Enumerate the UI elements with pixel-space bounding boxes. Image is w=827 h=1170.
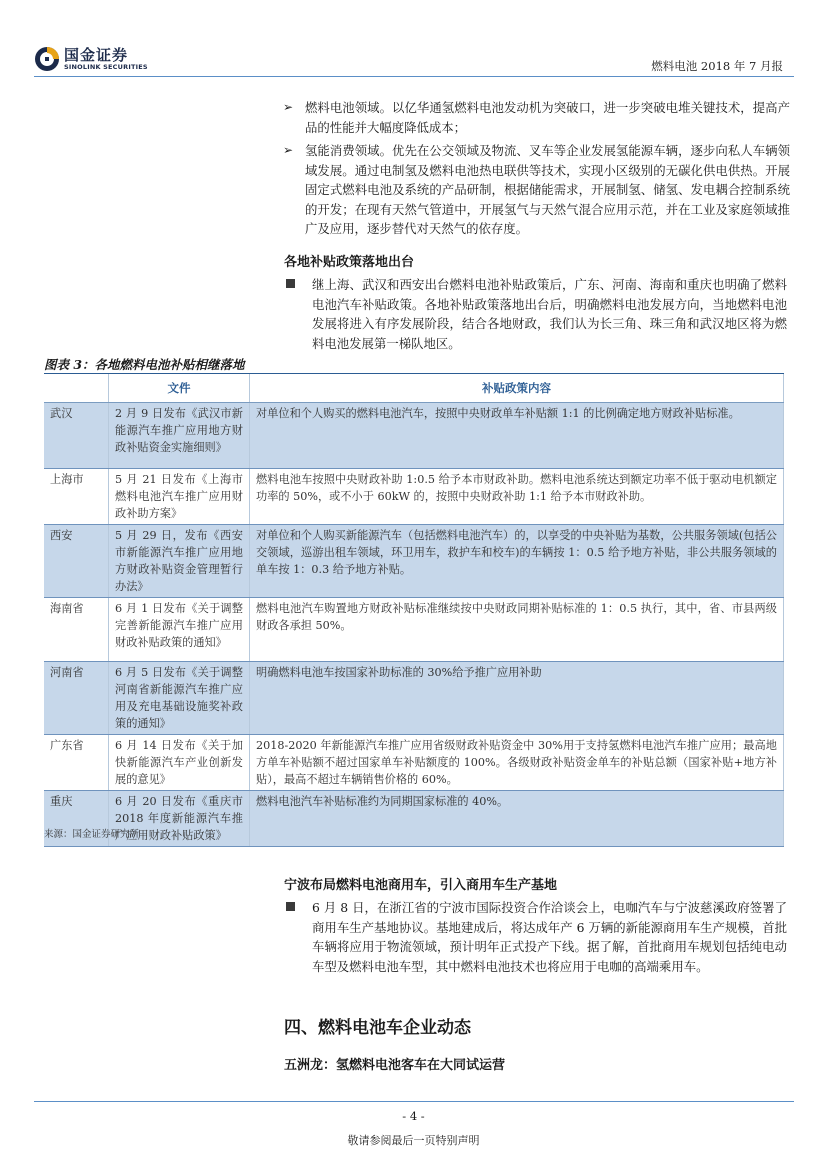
- row-city: 海南省: [44, 598, 109, 662]
- arrow-bullet-icon: ➢: [283, 100, 294, 114]
- figure-source: 来源：国金证券研究所: [44, 829, 140, 840]
- arrow-bullet-icon: ➢: [283, 143, 294, 157]
- row-document: 6 月 20 日发布《重庆市 2018 年度新能源汽车推广应用财政补贴政策》: [109, 791, 250, 847]
- row-content: 对单位和个人购买的燃料电池汽车，按照中央财政单车补贴额 1:1 的比例确定地方财政补贴标准。: [250, 403, 784, 469]
- header-document: 文件: [109, 374, 250, 403]
- bullet-hydrogen-consumption: [283, 141, 790, 239]
- table-row: [44, 791, 784, 847]
- paragraph-ningbo: [312, 898, 787, 976]
- page-header: [0, 0, 827, 80]
- row-document: 6 月 5 日发布《关于调整河南省新能源汽车推广应用及充电基础设施奖补政策的通知》: [109, 662, 250, 735]
- section-heading-wuzhoulong: 五洲龙：氢燃料电池客车在大同试运营: [284, 1058, 506, 1073]
- header-city: [44, 374, 109, 403]
- table-row: [44, 735, 784, 791]
- row-content: 对单位和个人购买新能源汽车（包括燃料电池汽车）的，以享受的中央补贴为基数，公共服务领域(包括公交领域，巡游出租车领域，环卫用车，救护车和校车)的车辆按 1：0.5 给予地方补贴，非公共服务领域的单车按 1：0.3 给予地方补贴。: [250, 525, 784, 598]
- logo-chinese-name: 国金证券: [64, 46, 129, 64]
- row-content: 明确燃料电池车按国家补助标准的 30%给予推广应用补助: [250, 662, 784, 735]
- row-document: 5 月 29 日，发布《西安市新能源汽车推广应用地方财政补贴资金管理暂行办法》: [109, 525, 250, 598]
- row-document: 5 月 21 日发布《上海市燃料电池汽车推广应用财政补助方案》: [109, 469, 250, 525]
- paragraph-subsidy: [312, 275, 787, 353]
- paragraph-text: 6 月 8 日，在浙江省的宁波市国际投资合作洽谈会上，电咖汽车与宁波慈溪政府签署了商用车生产基地协议。基地建成后，将达成年产 6 万辆的新能源商用车生产规模，首批车辆将应用于物流领域，预计明年正式投产下线。据了解，首批商用车规划包括纯电动车型及燃料电池车型，其中燃料电池技术也将应用于电咖的高端乘用车。: [312, 900, 787, 974]
- row-city: 西安: [44, 525, 109, 598]
- figure-title: 图表 3：各地燃料电池补贴相继落地: [44, 355, 784, 374]
- square-bullet-icon: [286, 902, 295, 911]
- table-row: [44, 403, 784, 469]
- row-city: 广东省: [44, 735, 109, 791]
- row-document: 6 月 1 日发布《关于调整完善新能源汽车推广应用财政补贴政策的通知》: [109, 598, 250, 662]
- header-divider: [34, 76, 794, 77]
- bullet-text: 燃料电池领域。以亿华通氢燃料电池发动机为突破口，进一步突破电堆关键技术，提高产品的性能并大幅度降低成本；: [305, 100, 790, 135]
- section-heading-subsidy: 各地补贴政策落地出台: [284, 255, 415, 270]
- row-content: 燃料电池车按照中央财政补助 1:0.5 给予本市财政补助。燃料电池系统达到额定功率不低于驱动电机额定功率的 50%，或不小于 60kW 的，按照中央财政补助 1:1 给予本市财政补助。: [250, 469, 784, 525]
- bullet-fuel-cell-field: [283, 98, 790, 137]
- subsidy-policy-table: [44, 374, 784, 847]
- row-content: 燃料电池汽车购置地方财政补贴标准继续按中央财政同期补贴标准的 1：0.5 执行，其中，省、市县两级财政各承担 50%。: [250, 598, 784, 662]
- footer-divider: [34, 1101, 794, 1102]
- table-row: [44, 469, 784, 525]
- sinolink-logo-icon: [34, 46, 60, 72]
- disclaimer-note: 敬请参阅最后一页特别声明: [347, 1134, 480, 1147]
- section-heading-ningbo: 宁波布局燃料电池商用车，引入商用车生产基地: [284, 878, 558, 893]
- table-row: [44, 525, 784, 598]
- row-content: 2018-2020 年新能源汽车推广应用省级财政补贴资金中 30%用于支持氢燃料电池汽车推广应用；最高地方单车补贴额不超过国家单车补贴额度的 100%。各级财政补贴资金单车的补贴总额（国家补贴+地方补贴），最高不超过车辆销售价格的 60%。: [250, 735, 784, 791]
- table-row: [44, 662, 784, 735]
- row-content: 燃料电池汽车补贴标准约为同期国家标准的 40%。: [250, 791, 784, 847]
- row-city: 河南省: [44, 662, 109, 735]
- report-title: 燃料电池 2018 年 7 月报: [651, 59, 783, 73]
- row-city: 上海市: [44, 469, 109, 525]
- square-bullet-icon: [286, 279, 295, 288]
- table-header-row: [44, 374, 784, 403]
- row-document: 6 月 14 日发布《关于加快新能源汽车产业创新发展的意见》: [109, 735, 250, 791]
- sinolink-logo: [34, 46, 148, 72]
- row-city: 重庆: [44, 791, 109, 847]
- header-policy-content: 补贴政策内容: [250, 374, 784, 403]
- bullet-text: 氢能消费领域。优先在公交领域及物流、叉车等企业发展氢能源车辆，逐步向私人车辆领域发展。通过电制氢及燃料电池热电联供等技术，实现小区级别的无碳化供电供热。开展固定式燃料电池及系统的产品研制，根据储能需求，开展制氢、储氢、发电耦合控制系统的开发；在现有天然气管道中，开展氢气与天然气混合应用示范，并在工业及家庭领域推广及应用，逐步替代对天然气的依存度。: [305, 143, 790, 236]
- page-number: - 4 -: [402, 1109, 425, 1123]
- row-city: 武汉: [44, 403, 109, 469]
- chapter-heading: 四、燃料电池车企业动态: [284, 1018, 471, 1038]
- row-document: 2 月 9 日发布《武汉市新能源汽车推广应用地方财政补贴资金实施细则》: [109, 403, 250, 469]
- logo-english-name: SINOLINK SECURITIES: [64, 63, 148, 71]
- paragraph-text: 继上海、武汉和西安出台燃料电池补贴政策后，广东、河南、海南和重庆也明确了燃料电池汽车补贴政策。各地补贴政策落地出台后，明确燃料电池发展方向，当地燃料电池发展将进入有序发展阶段，结合各地财政，我们认为长三角、珠三角和武汉地区将为燃料电池发展第一梯队地区。: [312, 277, 787, 351]
- table-row: [44, 598, 784, 662]
